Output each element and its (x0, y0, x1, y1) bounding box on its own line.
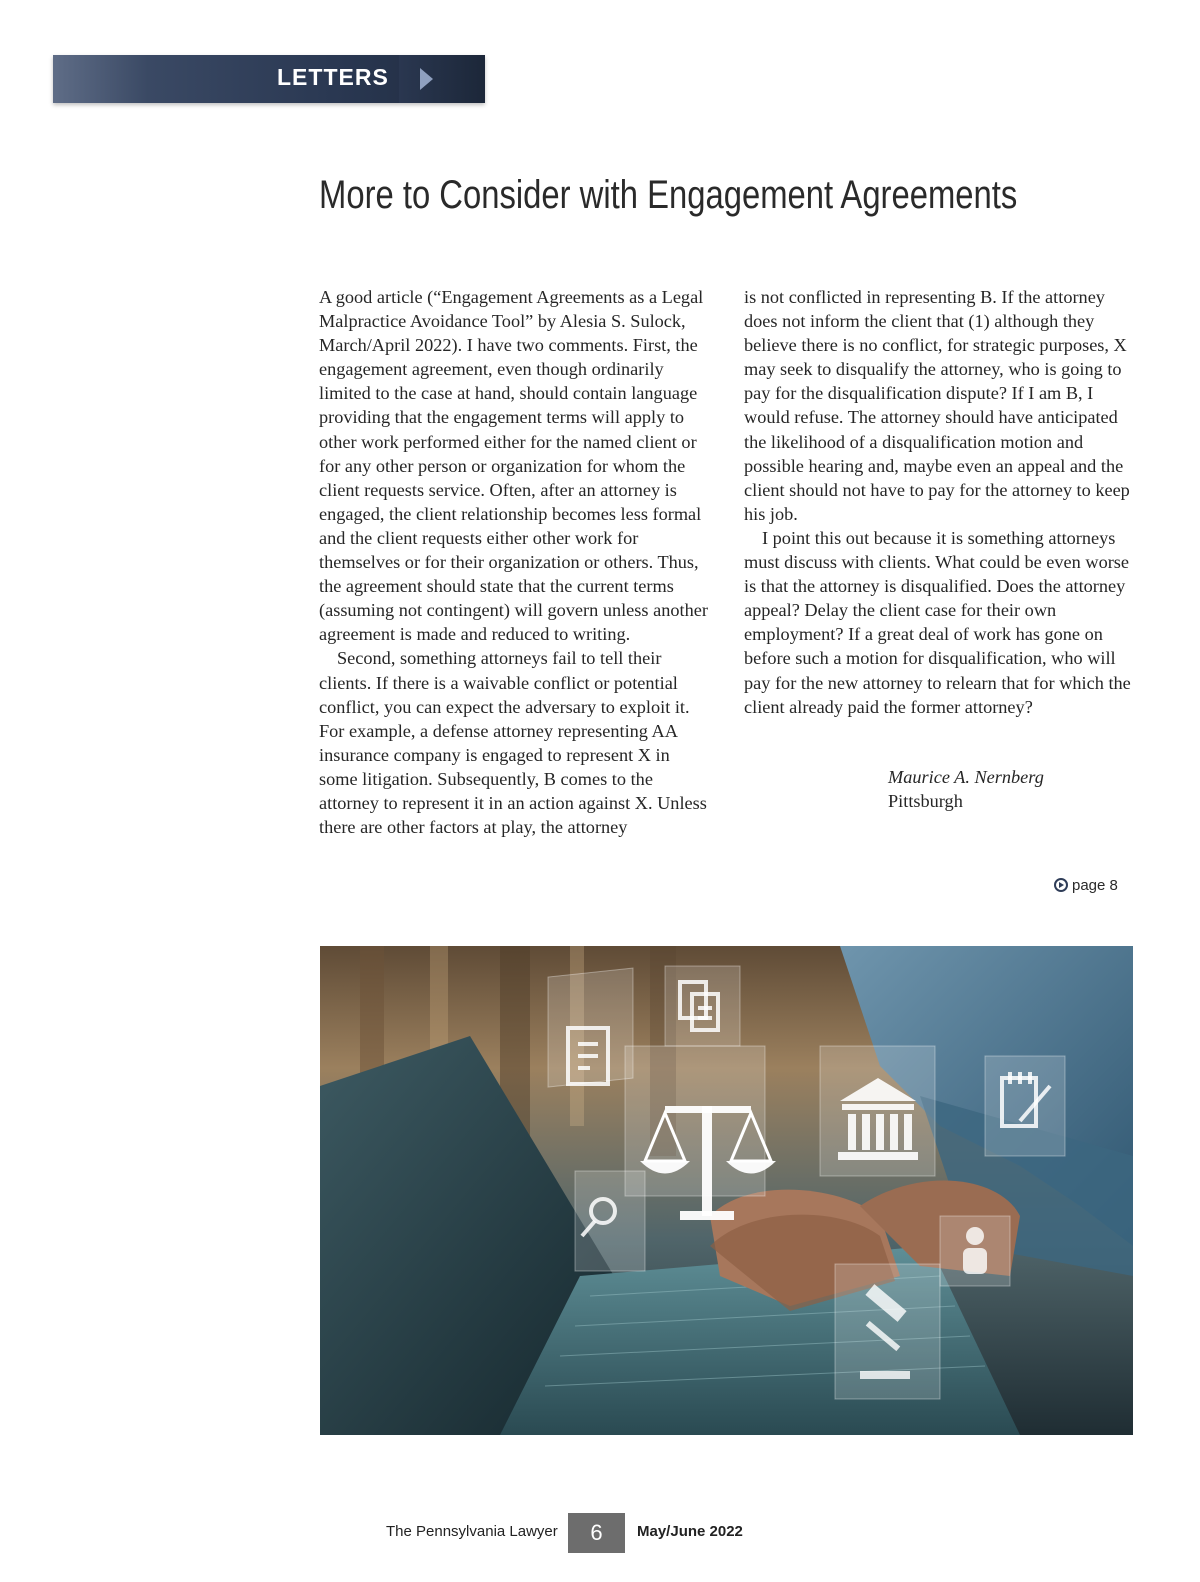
issue-date: May/June 2022 (637, 1523, 743, 1540)
continued-link[interactable] (1054, 877, 1118, 894)
publication-name: The Pennsylvania Lawyer (386, 1523, 558, 1540)
article-photo (320, 946, 1133, 1435)
letter-signature (888, 765, 1044, 813)
section-tab (53, 55, 485, 103)
section-label: LETTERS (277, 64, 389, 90)
continued-label: page 8 (1072, 877, 1118, 894)
paragraph: A good article (“Engagement Agreements as a Legal Malpractice Avoidance Tool” by Alesia S. Sulock, March/April 2022). I have two comments. First, the engagement agreement, even though ordinarily limited to the case at hand, should contain language providing that the engagement terms will apply to other work performed either for the named client or for any other person or organization for whom the client requests service. Often, after an attorney is engaged, the client relationship becomes less formal and the client requests either other work for themselves or for their organization or others. Thus, the agreement should state that the current terms (assuming not contingent) will govern unless another agreement is made and reduced to writing. (319, 287, 708, 645)
signature-city: Pittsburgh (888, 791, 963, 812)
signature-name: Maurice A. Nernberg (888, 767, 1044, 787)
page-number: 6 (568, 1513, 625, 1553)
page-footer (0, 1513, 1200, 1553)
paragraph: I point this out because it is something attorneys must discuss with clients. What could be even worse is that the attorney is disqualified. Does the attorney appeal? Delay the client case for their own employment? If a great deal of work has gone on before such a motion for disqualification, who will pay for the new attorney to relearn that for which the client already paid the former attorney? (744, 527, 1131, 717)
article-column-right (744, 285, 1136, 719)
section-tab-arrow-box (399, 55, 485, 103)
article-column-left (319, 285, 711, 839)
chevron-right-icon (420, 68, 433, 90)
paragraph: Second, something attorneys fail to tell their clients. If there is a waivable conflict or potential conflict, you can expect the adversary to exploit it. For example, a defense attorney representing AA insurance company is engaged to represent X in some litigation. Subsequently, B comes to the attorney to represent it in an action against X. Unless there are other factors at play, the attorney (319, 648, 707, 838)
article-title: More to Consider with Engagement Agreements (319, 173, 1018, 217)
paragraph: is not conflicted in representing B. If the attorney does not inform the client that (1) although they believe there is no conflict, for strategic purposes, X may seek to disqualify the attorney, who is going to pay for the disqualification dispute? If I am B, I would refuse. The attorney should have anticipated the likelihood of a disqualification motion and possible hearing and, maybe even an appeal and the client should not have to pay for the attorney to keep his job. (744, 287, 1130, 524)
arrow-circle-right-icon (1054, 878, 1068, 892)
